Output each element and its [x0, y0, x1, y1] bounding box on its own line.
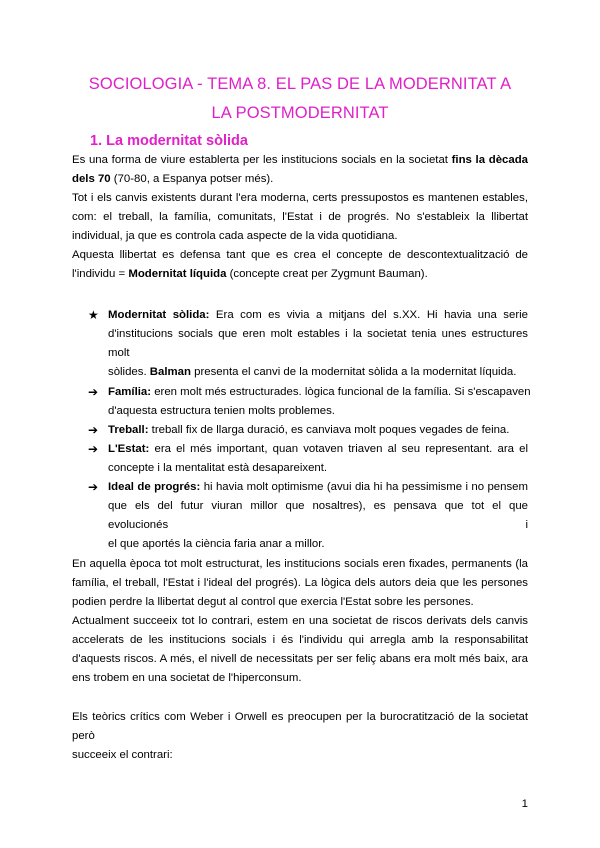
bold-text: L'Estat: — [108, 443, 150, 455]
paragraph-line: Aquesta llibertat es defensa tant que es crea el concepte de descontextualització de — [72, 249, 528, 261]
bold-text: fins la dècada — [451, 154, 528, 166]
paragraph-line: d'institucions socials que eren molt estables i la societat tenia unes estructures molt — [108, 328, 528, 359]
paragraph-line — [108, 440, 528, 459]
star-bullet-icon: ★ — [88, 308, 99, 322]
bold-text: Modernitat sòlida: — [108, 309, 210, 321]
arrow-bullet-icon: ➔ — [88, 480, 99, 494]
paragraph-line: individual, ja que es controla cada aspecte de la vida quotidiana. — [72, 230, 398, 242]
bold-text: Balman — [149, 366, 191, 378]
text-run: presenta el canvi de la modernitat sòlida a la modernitat líquida. — [190, 366, 517, 378]
paragraph-risk-society — [72, 612, 528, 688]
paragraph-line: Els teòrics crítics com Weber i Orwell es preocupen per la burocratització de la societat però — [72, 711, 528, 742]
bold-text: Família: — [108, 386, 152, 398]
bold-text: dels 70 — [72, 173, 111, 185]
paragraph-line — [72, 265, 528, 284]
paragraph-line: família, el treball, l'Estat i l'ideal del progrés). La lògica dels autors deia que les persones — [72, 577, 528, 589]
bold-text: Modernitat líquida — [128, 268, 227, 280]
paragraph-line: succeeix el contrari: — [72, 749, 173, 761]
paragraph-line — [108, 363, 528, 382]
arrow-bullet-icon: ➔ — [88, 442, 99, 456]
text-run: eren molt més estructurades. lògica funcional de la família. Si s'escapaven — [151, 386, 531, 398]
paragraph-critical-theorists — [72, 708, 528, 765]
bold-text: Treball: — [108, 424, 149, 436]
bullet-item-treball — [108, 421, 528, 440]
document-title-line-2: LA POSTMODERNITAT — [211, 104, 389, 122]
arrow-bullet-icon: ➔ — [88, 423, 99, 437]
paragraph-line: En aquella època tot molt estructurat, les institucions socials eren fixades, permanents (la — [72, 558, 528, 570]
text-run: (70-80, a Espanya potser més). — [110, 173, 274, 185]
paragraph-freedom — [72, 246, 528, 284]
paragraph-line: podien perdre la llibertat degut al control que exercia l'Estat sobre les persones. — [72, 596, 474, 608]
document-title-line-1: SOCIOLOGIA - TEMA 8. EL PAS DE LA MODERNITAT A — [88, 75, 512, 93]
paragraph-line — [108, 306, 528, 325]
paragraph-line: Actualment succeeix tot lo contrari, estem en una societat de riscos derivats dels canvis — [72, 615, 528, 627]
page-number: 1 — [521, 798, 528, 810]
paragraph-line — [108, 383, 531, 402]
paragraph-structured-era — [72, 555, 528, 612]
paragraph-line: ens trobem en una societat de l'hiperconsum. — [72, 672, 302, 684]
text-run: treball fix de llarga duració, es canviava molt poques vegades de feina. — [148, 424, 510, 436]
arrow-bullet-icon: ➔ — [88, 385, 99, 399]
text-run: sòlides. — [108, 366, 150, 378]
bullet-item-modernitat-solida — [108, 306, 528, 382]
bullet-item-familia — [108, 383, 531, 421]
text-run: Era com es vivia a mitjans del s.XX. Hi havia una serie — [209, 309, 529, 321]
paragraph-line — [72, 170, 528, 189]
paragraph-modern-era — [72, 189, 528, 246]
paragraph-line — [72, 151, 528, 170]
paragraph-intro — [72, 151, 528, 189]
paragraph-line: d'aquesta estructura tenien molts problemes. — [108, 405, 335, 417]
text-run: era el més important, quan votaven triaven al seu representant. ara el — [149, 443, 528, 455]
bullet-item-ideal-progres — [108, 478, 528, 554]
paragraph-line — [108, 478, 528, 497]
bullet-item-estat — [108, 440, 528, 478]
section-heading-1: 1. La modernitat sòlida — [90, 133, 248, 149]
paragraph-line: Tot i els canvis existents durant l'era moderna, certs pressupostos es mantenen estables, — [72, 192, 528, 204]
text-run: l'individu = — [72, 268, 129, 280]
paragraph-line: accelerats de les institucions socials i és l'individu qui arregla amb la responsabilitat — [72, 634, 528, 646]
paragraph-line — [108, 421, 528, 440]
paragraph-line: el que aportés la ciència faria anar a millor. — [108, 538, 325, 550]
paragraph-line: d'aquests riscos. A més, el nivell de necessitats per ser feliç abans era molt més baix, ara — [72, 653, 528, 665]
bold-text: Ideal de progrés: — [108, 481, 201, 493]
text-run: (concepte creat per Zygmunt Bauman). — [226, 268, 428, 280]
text-run: Es una forma de viure establerta per les institucions socials en la societat — [72, 154, 452, 166]
paragraph-line: com: el treball, la família, comunitats, l'Estat i de progrés. No s'estableix la llibertat — [72, 211, 528, 223]
paragraph-line: concepte i la mentalitat està desapareixent. — [108, 462, 328, 474]
paragraph-line: que els del futur viuran millor que nosaltres), es pensava que tot el que evolucionés i — [108, 500, 528, 531]
text-run: hi havia molt optimisme (avui dia hi ha pessimisme i no pensem — [200, 481, 528, 493]
